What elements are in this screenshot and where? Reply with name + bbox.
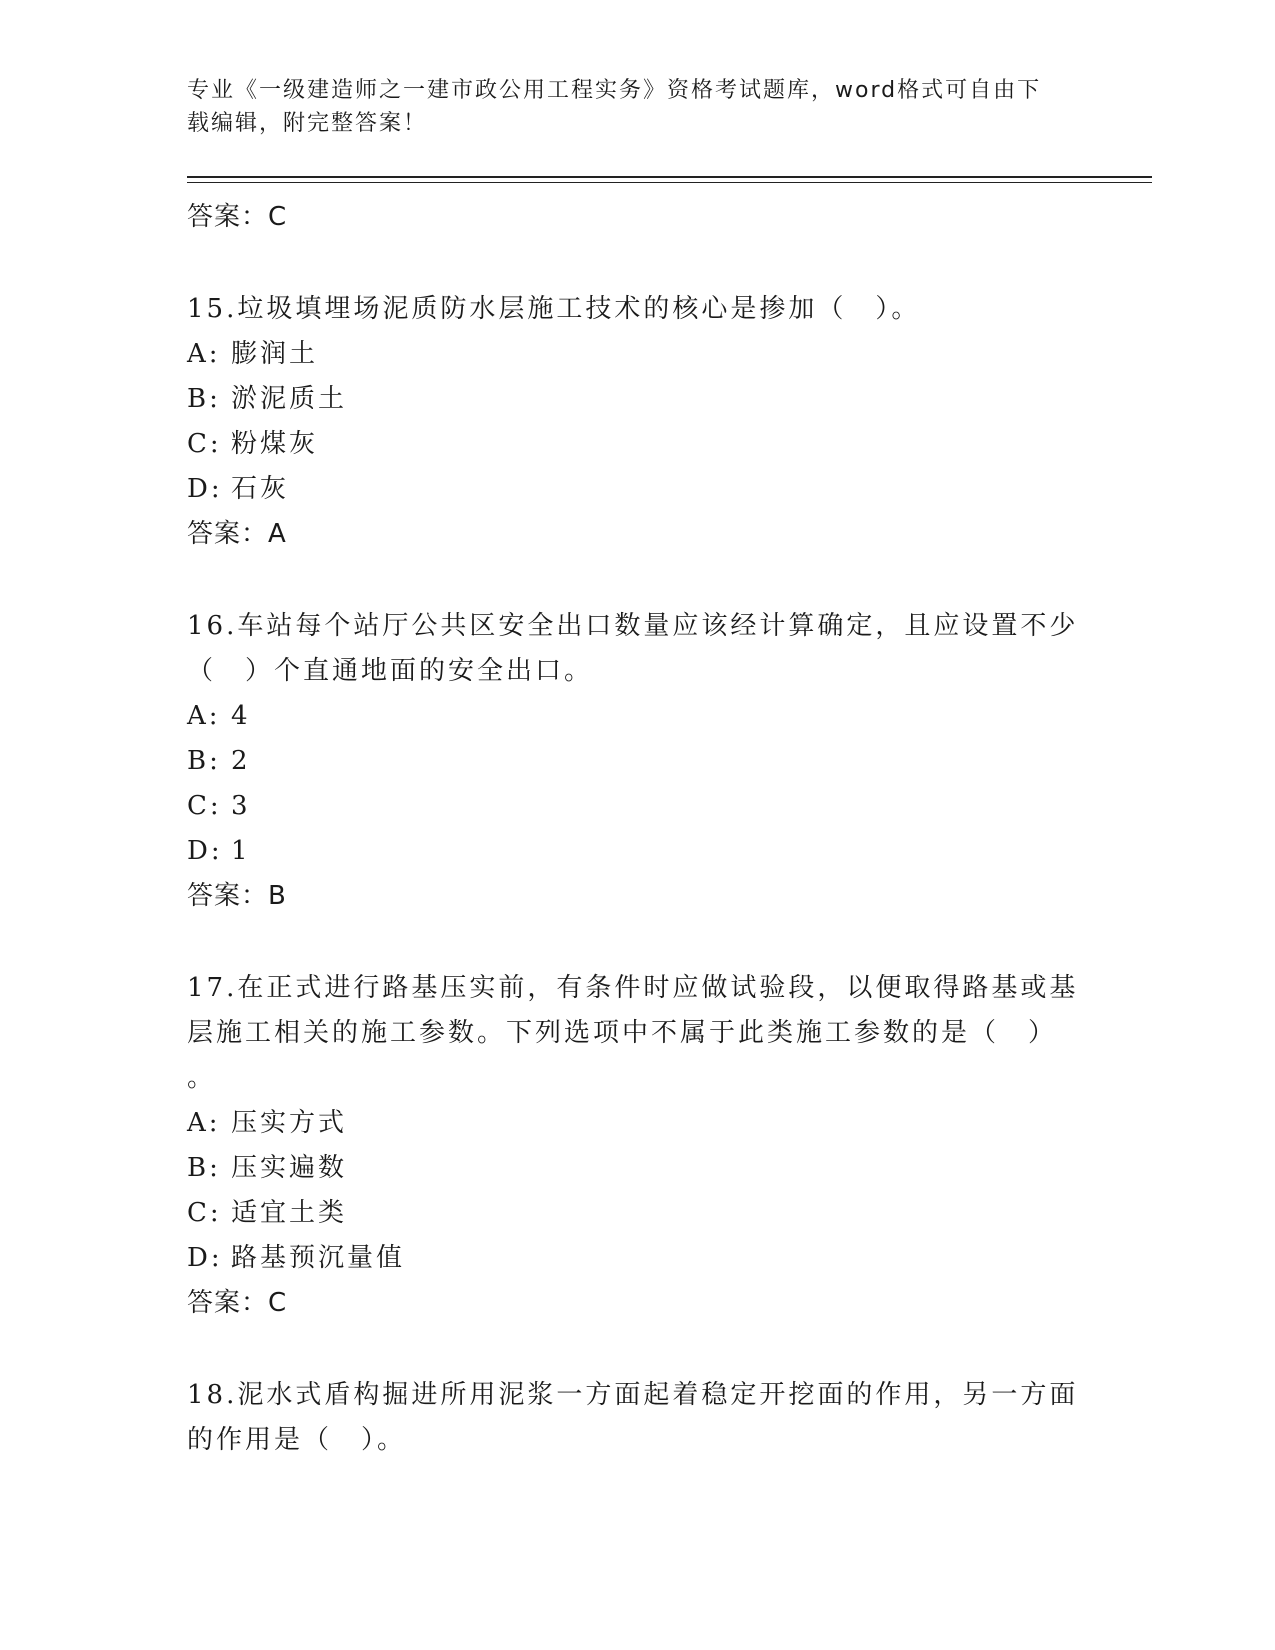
question-item xyxy=(187,1373,1087,1463)
header-rule-thick xyxy=(187,176,1152,178)
question-text: 的作用是（ ）。 xyxy=(187,1425,407,1455)
answer-line: 答案：C xyxy=(187,1288,288,1318)
answer-line: 答案：C xyxy=(187,202,288,232)
option-c: C: 3 xyxy=(187,791,251,821)
question-text: 15.垃圾填埋场泥质防水层施工技术的核心是掺加（ ）。 xyxy=(187,294,921,324)
question-text: 18.泥水式盾构掘进所用泥浆一方面起着稳定开挖面的作用，另一方面 xyxy=(187,1380,1079,1410)
question-item xyxy=(187,287,1087,557)
header-rule-thin xyxy=(187,182,1152,183)
page-header xyxy=(187,74,1067,140)
question-item xyxy=(187,966,1087,1326)
answer-line: 答案：A xyxy=(187,519,287,549)
option-c: C: 适宜土类 xyxy=(187,1198,348,1228)
header-line-1: 专业《一级建造师之一建市政公用工程实务》资格考试题库，word格式可自由下 xyxy=(187,78,1042,103)
option-b: B: 2 xyxy=(187,746,251,776)
question-text: 层施工相关的施工参数。下列选项中不属于此类施工参数的是（ ） xyxy=(187,1018,1058,1048)
option-d: D: 石灰 xyxy=(187,474,290,504)
option-c: C: 粉煤灰 xyxy=(187,429,319,459)
question-text: 16.车站每个站厅公共区安全出口数量应该经计算确定，且应设置不少 xyxy=(187,611,1079,641)
option-a: A: 压实方式 xyxy=(187,1108,348,1138)
question-list xyxy=(187,195,1087,1463)
question-text: （ ）个直通地面的安全出口。 xyxy=(187,656,594,686)
option-d: D: 路基预沉量值 xyxy=(187,1243,406,1273)
question-text: 。 xyxy=(187,1063,217,1093)
question-item xyxy=(187,604,1087,919)
option-a: A: 膨润土 xyxy=(187,339,319,369)
option-b: B: 压实遍数 xyxy=(187,1153,348,1183)
answer-line: 答案：B xyxy=(187,881,287,911)
header-line-2: 载编辑，附完整答案！ xyxy=(187,111,428,136)
option-a: A: 4 xyxy=(187,701,251,731)
option-b: B: 淤泥质土 xyxy=(187,384,348,414)
option-d: D: 1 xyxy=(187,836,251,866)
question-text: 17.在正式进行路基压实前，有条件时应做试验段，以便取得路基或基 xyxy=(187,973,1079,1003)
